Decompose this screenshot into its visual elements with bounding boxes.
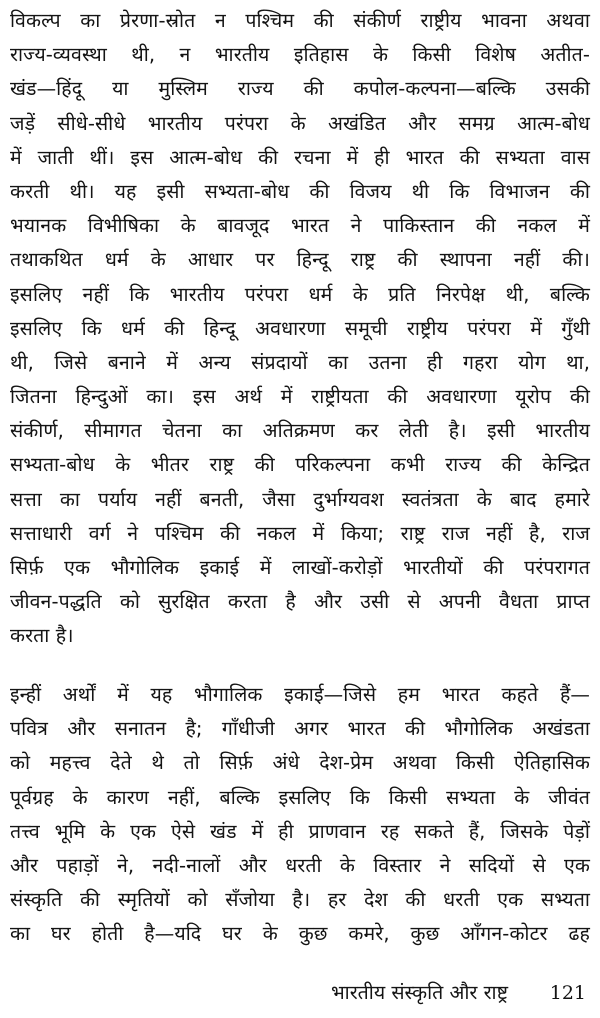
text-line: को महत्त्व देते थे तो सिर्फ़ अंधे देश-प्रेम अथवा किसी ऐतिहासिक <box>10 751 590 775</box>
text-line: और पहाड़ों ने, नदी-नालों और धरती के विस्तार ने सदियों से एक <box>10 853 590 877</box>
page-footer <box>0 976 600 1010</box>
text-line: जड़ें सीधे-सीधे भारतीय परंपरा के अखंडित और समग्र आत्म-बोध <box>10 111 590 135</box>
text-line: खंड—हिंदू या मुस्लिम राज्य की कपोल-कल्पना—बल्कि उसकी <box>10 77 590 101</box>
text-line: इसलिए नहीं कि भारतीय परंपरा धर्म के प्रति निरपेक्ष थी, बल्कि <box>10 282 590 306</box>
text-line: संस्कृति की स्मृतियों को सँजोया है। हर देश की धरती एक सभ्यता <box>10 888 590 912</box>
text-line: पवित्र और सनातन है; गाँधीजी अगर भारत की भौगोलिक अखंडता <box>10 717 590 741</box>
text-line: करती थी। यह इसी सभ्यता-बोध की विजय थी कि विभाजन की <box>10 179 590 203</box>
paragraph-2 <box>10 678 590 952</box>
text-line: में जाती थीं। इस आत्म-बोध की रचना में ही भारत की सभ्यता वास <box>10 145 590 169</box>
text-line: सत्ता का पर्याय नहीं बनती, जैसा दुर्भाग्यवश स्वतंत्रता के बाद हमारे <box>10 487 590 511</box>
text-line: तत्त्व भूमि के एक ऐसे खंड में ही प्राणवान रह सकते हैं, जिसके पेड़ों <box>10 819 590 843</box>
text-line: करता है। <box>10 624 74 648</box>
page-number: 121 <box>549 982 586 1004</box>
text-line: थी, जिसे बनाने में अन्य संप्रदायों का उतना ही गहरा योग था, <box>10 350 590 374</box>
text-line: विकल्प का प्रेरणा-स्रोत न पश्चिम की संकीर्ण राष्ट्रीय भावना अथवा <box>10 9 590 32</box>
text-line: इन्हीं अर्थों में यह भौगालिक इकाई—जिसे हम भारत कहते हैं— <box>10 683 590 706</box>
text-line: जीवन-पद्धति को सुरक्षित करता है और उसी से अपनी वैधता प्राप्त <box>10 590 590 614</box>
text-line: राज्य-व्यवस्था थी, न भारतीय इतिहास के किसी विशेष अतीत- <box>10 43 590 67</box>
text-line: जितना हिन्दुओं का। इस अर्थ में राष्ट्रीयता की अवधारणा यूरोप की <box>10 385 590 409</box>
text-line: तथाकथित धर्म के आधार पर हिन्दू राष्ट्र की स्थापना नहीं की। <box>10 248 590 272</box>
text-line: भयानक विभीषिका के बावजूद भारत ने पाकिस्तान की नकल में <box>10 214 590 238</box>
text-line: सभ्यता-बोध के भीतर राष्ट्र की परिकल्पना कभी राज्य की केन्द्रित <box>10 453 590 477</box>
text-line: पूर्वग्रह के कारण नहीं, बल्कि इसलिए कि किसी सभ्यता के जीवंत <box>10 785 590 809</box>
text-line: इसलिए कि धर्म की हिन्दू अवधारणा समूची राष्ट्रीय परंपरा में गुँथी <box>10 316 590 340</box>
text-line: सत्ताधारी वर्ग ने पश्चिम की नकल में किया; राष्ट्र राज नहीं है, राज <box>10 521 590 545</box>
text-line: सिर्फ़ एक भौगोलिक इकाई में लाखों-करोड़ों भारतीयों की परंपरागत <box>10 556 590 579</box>
text-line: संकीर्ण, सीमागत चेतना का अतिक्रमण कर लेती है। इसी भारतीय <box>10 419 590 443</box>
paragraph-1 <box>10 4 590 654</box>
text-line: का घर होती है—यदि घर के कुछ कमरे, कुछ आँगन-कोटर ढह <box>10 922 590 946</box>
running-title: भारतीय संस्कृति और राष्ट्र <box>330 981 508 1004</box>
